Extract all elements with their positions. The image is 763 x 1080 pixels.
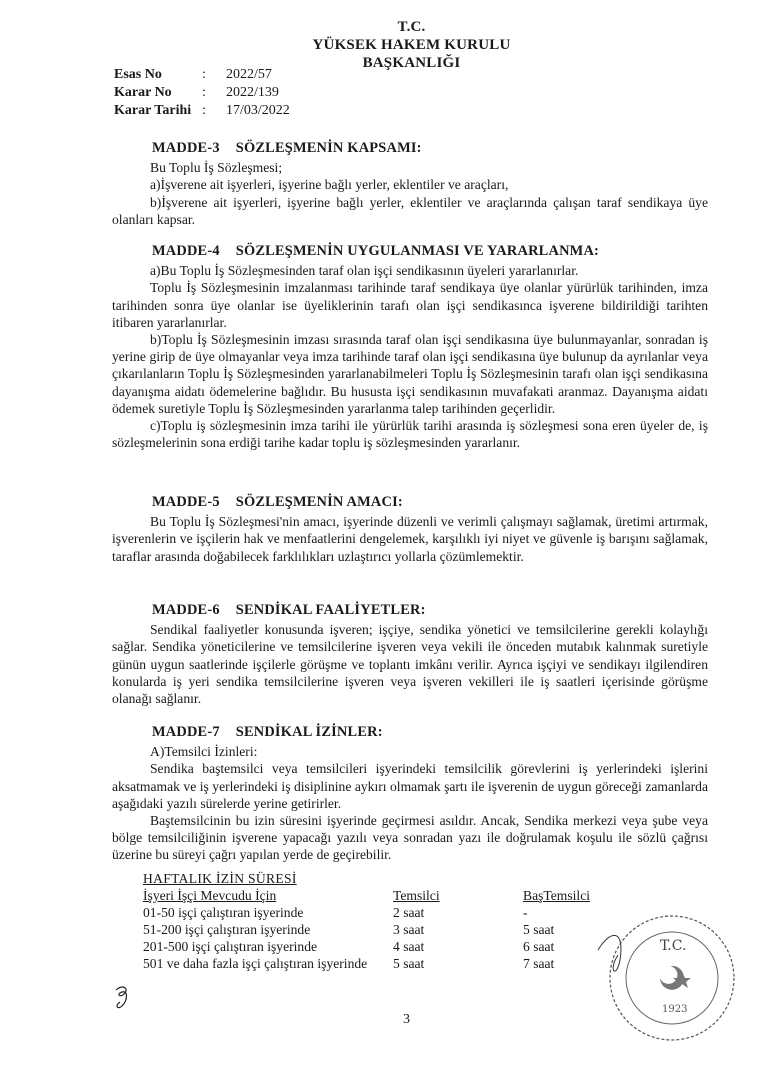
madde-4-p1: a)Bu Toplu İş Sözleşmesinden taraf olan işçi sendikasının üyeleri yararlanırlar. — [150, 263, 579, 279]
table-cell: 201-500 işçi çalıştıran işyerinde — [143, 939, 318, 954]
madde-5-p1: Bu Toplu İş Sözleşmesi'nin amacı, işyerinde düzenli ve verimli çalışmayı sağlamak, üretimi artırmak, işverenlerin ve işçilerin hak ve menfaatlerini dengelemek, karşılıklı iyi niyet ve güvenle iş barışını sağlamak, taraflar arasında doğabilecek farklılıkları uzlaştırıcı yollarla çözümlemektir. — [112, 514, 708, 564]
case-meta — [114, 66, 290, 120]
tarih-row — [114, 102, 290, 120]
table-cell: 6 saat — [523, 939, 555, 954]
madde-7-p3: Baştemsilcinin bu izin süresini işyerinde geçirmesi asıldır. Ancak, Sendika merkezi veya şube veya bölge temsilciliğinin işverene yapacağı yazılı veya sonradan yazı ile doğrulamak koşulu ile sözlü çağrısı üzerine bu süreyi çağrı yapılan yerde de geçirebilir. — [112, 813, 708, 863]
table-title: HAFTALIK İZİN SÜRESİ — [143, 871, 297, 886]
table-cell: 51-200 işçi çalıştıran işyerinde — [143, 922, 311, 937]
page-number: 3 — [403, 1012, 410, 1027]
madde-3-title: SÖZLEŞMENİN KAPSAMI: — [235, 140, 422, 156]
table-cell: 01-50 işçi çalıştıran işyerinde — [143, 905, 304, 920]
madde-7-p1: A)Temsilci İzinleri: — [150, 744, 258, 760]
madde-4-heading — [112, 243, 708, 260]
madde-3-p2: a)İşverene ait işyerleri, işyerine bağlı yerler, eklentiler ve araçları, — [150, 177, 509, 193]
table-cell: 5 saat — [523, 922, 555, 937]
esas-label: Esas No — [114, 67, 162, 82]
table-cell: 3 saat — [393, 922, 425, 937]
madde-5-title: SÖZLEŞMENİN AMACI: — [235, 494, 403, 510]
madde-3-section — [112, 140, 708, 228]
madde-6-section — [112, 602, 708, 707]
karar-label: Karar No — [114, 85, 172, 100]
madde-5-heading — [112, 494, 708, 511]
madde-4-number: MADDE-4 — [152, 243, 220, 259]
esas-value: 2022/57 — [226, 67, 272, 82]
madde-3-heading — [112, 140, 708, 157]
header-institution: YÜKSEK HAKEM KURULU — [312, 37, 511, 53]
madde-6-title: SENDİKAL FAALİYETLER: — [235, 602, 426, 618]
madde-3-p1: Bu Toplu İş Sözleşmesi; — [150, 160, 283, 176]
madde-3-p3: b)İşverene ait işyerleri, işyerine bağlı yerler, eklentiler ve araçlarında çalışan taraf sendikaya üye olanları kapsar. — [112, 194, 708, 227]
madde-7-number: MADDE-7 — [152, 724, 220, 740]
madde-7-p2: Sendika baştemsilci veya temsilcileri işyerindeki temsilcilik görevlerini iş yerlerindeki işlerini aksatmamak ve iş yerlerindeki iş disiplinine aykırı olmamak şartı ile işverenin de uygun göreceği zamanlarda aşağıdaki yazılı sürelerde yerine getirirler. — [112, 761, 708, 811]
header-tc: T.C. — [397, 19, 426, 35]
madde-6-number: MADDE-6 — [152, 602, 220, 618]
table-cell: 5 saat — [393, 956, 425, 971]
table-cell: 2 saat — [393, 905, 425, 920]
madde-7-title: SENDİKAL İZİNLER: — [235, 724, 383, 740]
colon: : — [202, 103, 206, 118]
madde-6-heading — [112, 602, 708, 619]
madde-4-title: SÖZLEŞMENİN UYGULANMASI VE YARARLANMA: — [235, 243, 600, 259]
colon: : — [202, 67, 206, 82]
table-header: Temsilci — [393, 888, 440, 903]
madde-3-number: MADDE-3 — [152, 140, 220, 156]
handwritten-initial-signature — [110, 982, 140, 1012]
karar-value: 2022/139 — [226, 85, 279, 100]
tarih-label: Karar Tarihi — [114, 103, 192, 118]
weekly-leave-table — [143, 870, 623, 972]
table-grid — [143, 887, 623, 972]
karar-row — [114, 84, 290, 102]
tarih-value: 17/03/2022 — [226, 103, 290, 118]
table-cell: 4 saat — [393, 939, 425, 954]
madde-7-section — [112, 724, 708, 864]
header-department: BAŞKANLIĞI — [362, 55, 461, 71]
madde-7-heading — [112, 724, 708, 741]
madde-5-number: MADDE-5 — [152, 494, 220, 510]
table-header: İşyeri İşçi Mevcudu İçin — [143, 888, 277, 903]
madde-4-p4: c)Toplu iş sözleşmesinin imza tarihi ile yürürlük tarihi arasında iş sözleşmesi sona eren üyeler de, iş sözleşmelerinin sona erdiği tarihe kadar toplu iş sözleşmesinden yararlanır. — [112, 418, 708, 451]
stamp-tc-text: T.C. — [660, 938, 687, 954]
table-header: BaşTemsilci — [523, 888, 591, 903]
table-cell: 7 saat — [523, 956, 555, 971]
stamp-year-text: 1923 — [662, 1004, 688, 1015]
document-header — [0, 18, 763, 72]
madde-5-section — [112, 494, 708, 565]
madde-4-p2: Toplu İş Sözleşmesinin imzalanması tarihinde taraf sendikaya üye olanlar yürürlük tarihinden, imza tarihinden sonra üye olanlar ise üyeliklerinin tarafı olan işçi sendikasınca işverene bildirildiği tarihten itibaren yararlanırlar. — [112, 280, 708, 330]
madde-4-section — [112, 243, 708, 451]
colon: : — [202, 85, 206, 100]
madde-6-p1: Sendikal faaliyetler konusunda işveren; işçiye, sendika yönetici ve temsilcilerine gerekli kolaylığı sağlar. Sendika yöneticilerine ve temsilcilerine işveren veya vekili ile önceden mutabık kalınmak suretiyle günün uygun saatlerinde işçilerle görüşme ve toplantı imkânı verilir. Ayrıca işçiyi ve sendikayı ilgilendiren konularda iş yeri sendika temsilcilerine işveren veya işveren vekilleri ile iş saatleri içerisinde görüşme olanağı sağlanır. — [112, 622, 708, 707]
table-cell: 501 ve daha fazla işçi çalıştıran işyerinde — [143, 956, 368, 971]
madde-4-p3: b)Toplu İş Sözleşmesinin imzası sırasında taraf olan işçi sendikasına üye bulunmayanlar, sonradan iş yerine girip de üye olmayanlar veya imza tarihinde taraf olan işçi sendikasına üye bulunup da ayrılanlar veya çıkarılanların Toplu İş Sözleşmesinden yararlanabilmeleri Toplu İş Sözleşmesinin tarafı olan işçi sendikasına dayanışma aidatı ödemelerine bağlıdır. Bu hususta işçi sendikasının muvafakati aranmaz. Dayanışma aidatı ödemek suretiyle Toplu İş Sözleşmesinden yararlanma talep tarihinden geçerlidir. — [112, 332, 708, 416]
table-cell: - — [523, 905, 528, 920]
esas-row — [114, 66, 290, 84]
